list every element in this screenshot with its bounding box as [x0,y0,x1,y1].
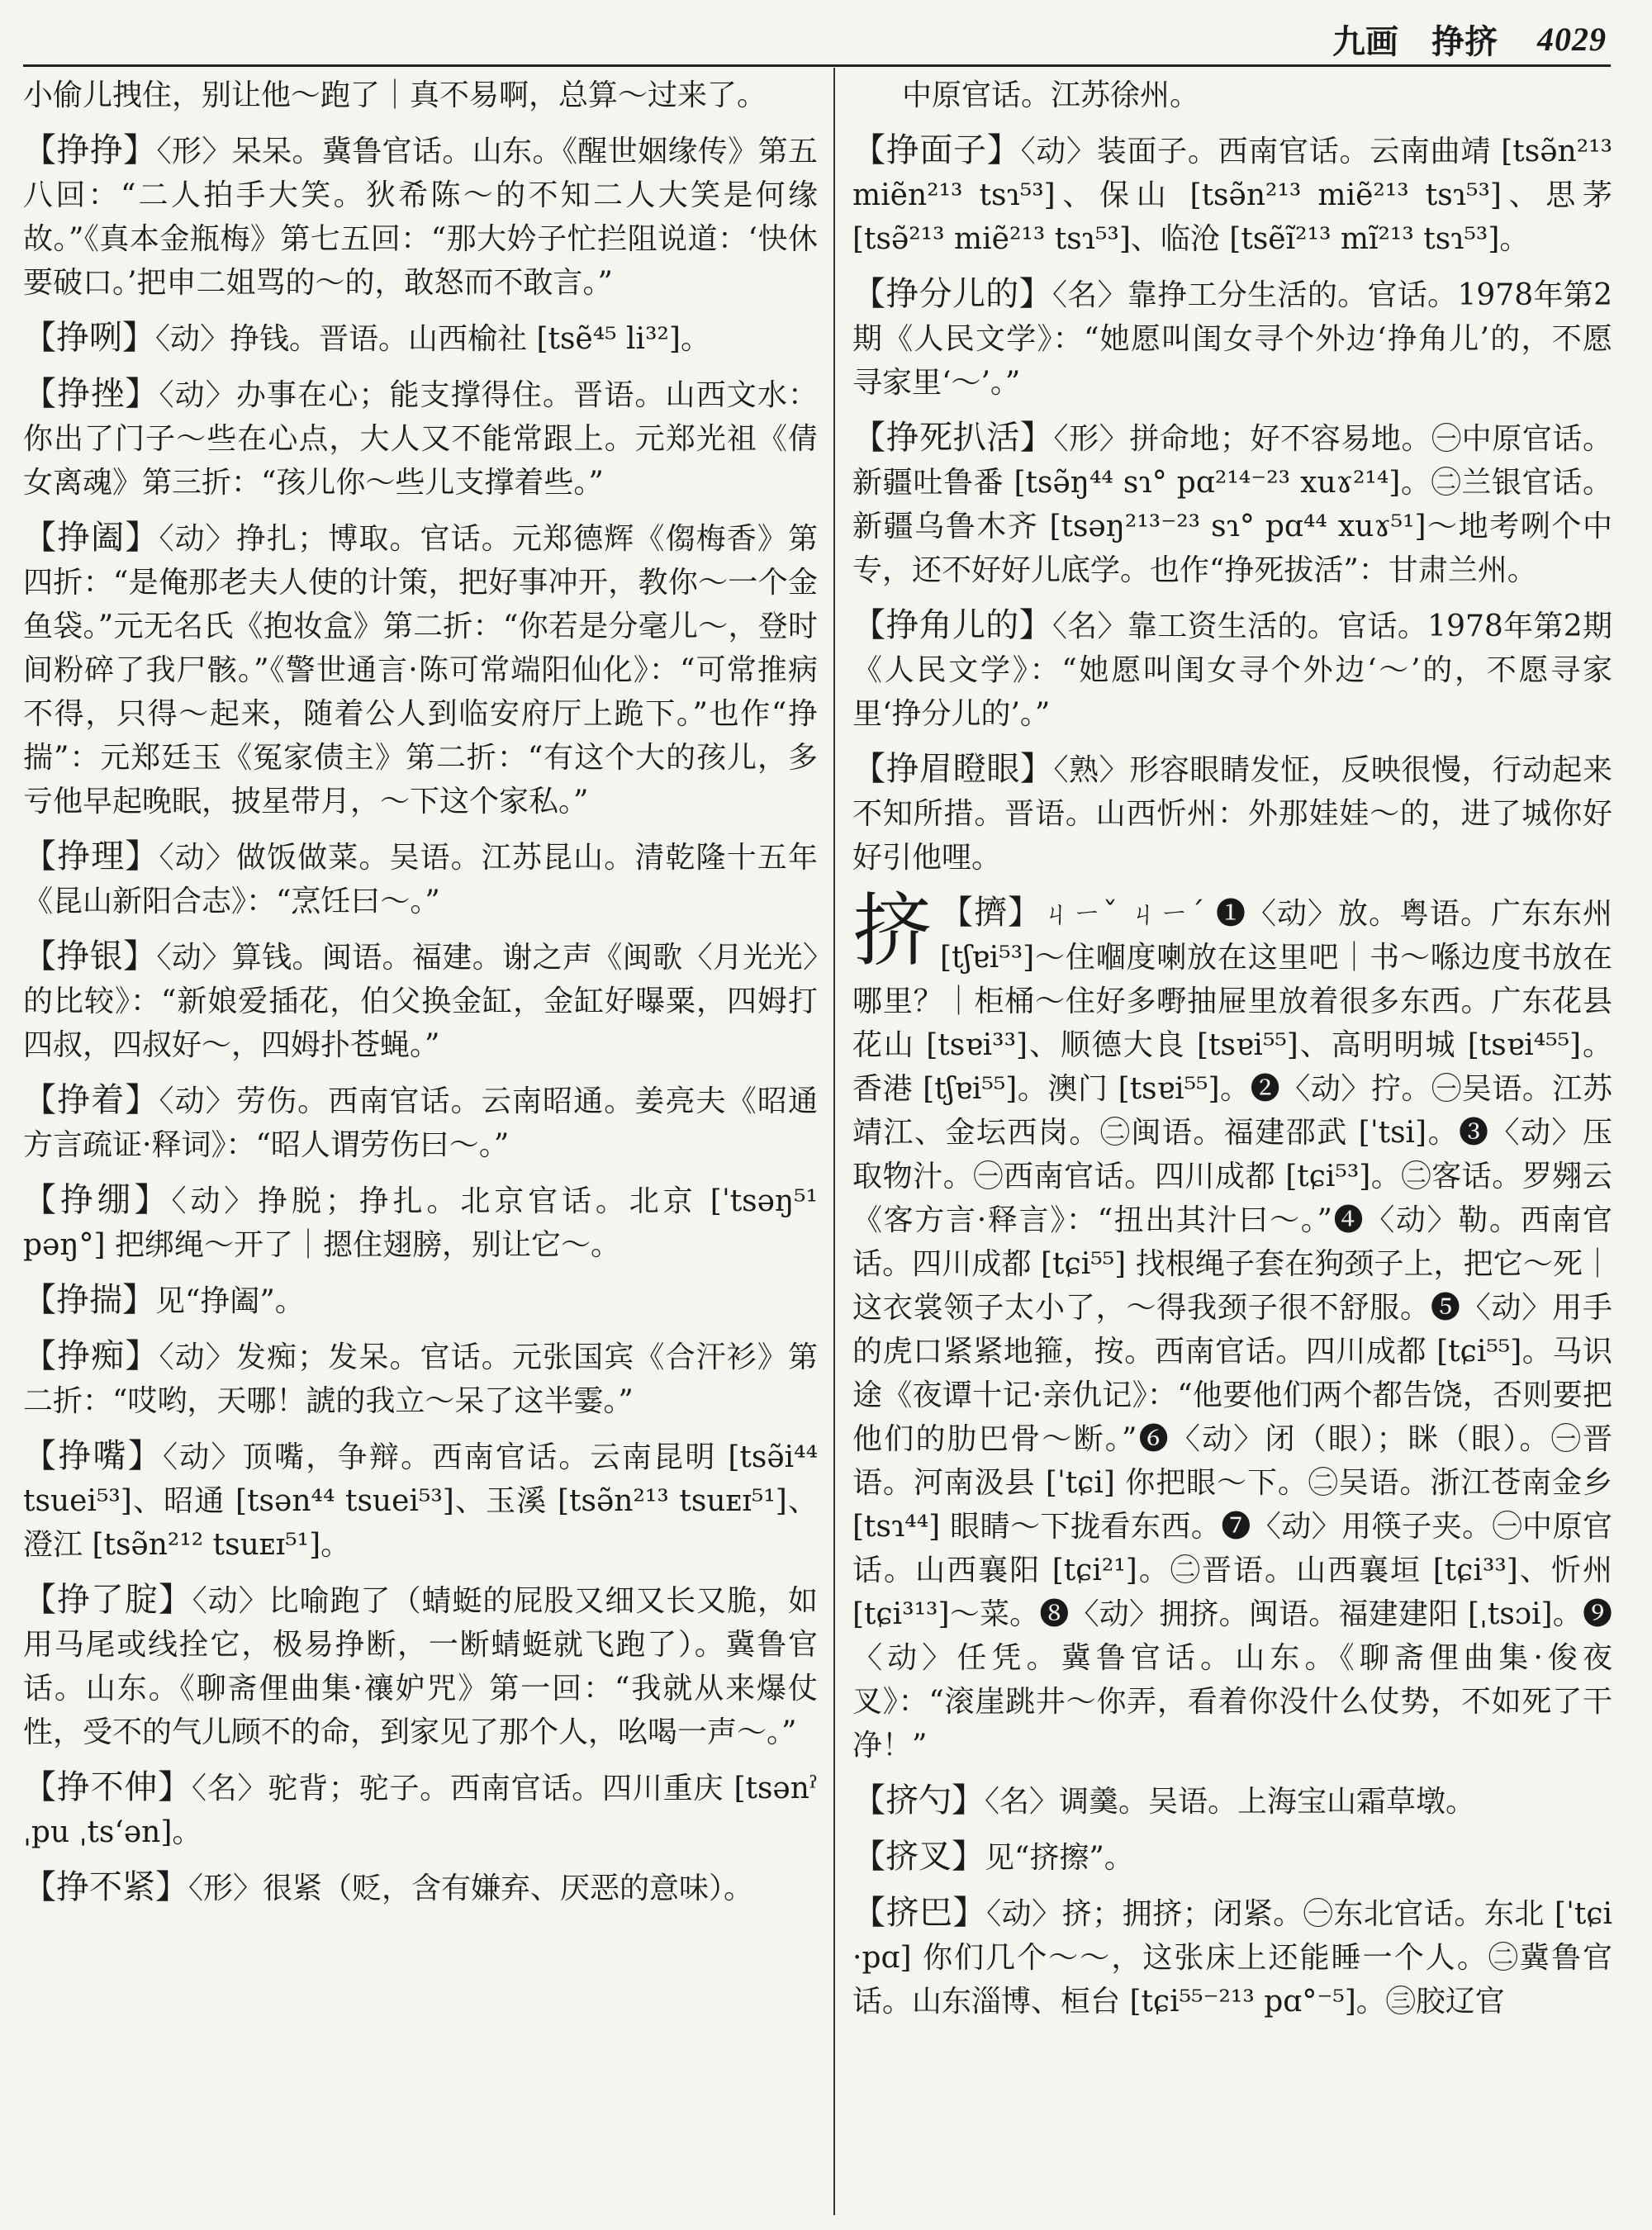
page-number: 4029 [1537,20,1607,58]
dictionary-entry [852,273,1612,405]
dictionary-entry [23,835,818,923]
section-label: 九画 [1332,21,1398,61]
dictionary-entry [23,316,818,361]
entry-definition: 中原官话。江苏徐州。 [902,78,1200,112]
entry-headword: 【挣嘴】 [23,1437,164,1475]
traditional-form: 【擠】 [940,894,1042,932]
entry-headword: 【挣着】 [23,1081,159,1119]
entry-definition: 〈名〉靠挣工分生活的。官话。1978年第2期《人民文学》：“她愿叫闺女寻个外边‘挣角儿’的，不愿寻家里‘～’。” [852,278,1612,400]
main-character-entry [852,885,1612,1767]
dictionary-entry [23,1866,818,1910]
entry-definition: 见“挤擦”。 [985,1841,1134,1875]
entry-definition: 〈动〉挤；拥挤；闭紧。㊀东北官话。东北 [ˈtɕi ·pɑ] 你们几个～～，这张床上还能睡一个人。㊁冀鲁官话。山东淄博、桓台 [tɕi⁵⁵⁻²¹³ pɑ°⁻⁵]。㊂胶辽官 [852,1897,1612,2019]
entry-definition: 见“挣阖”。 [155,1284,305,1318]
entry-headword: 【挣不紧】 [23,1868,188,1906]
entry-definition: 〈名〉调羹。吴语。上海宝山霜草墩。 [985,1785,1476,1819]
page-header [0,18,1607,59]
dictionary-entry [852,604,1612,736]
entry-definition: 〈形〉很紧（贬，含有嫌弃、厌恶的意味）。 [188,1872,754,1905]
entry-headword: 【挣挣】 [23,131,157,169]
entry-definition: 〈动〉做饭做菜。吴语。江苏昆山。清乾隆十五年《昆山新阳合志》：“烹饪曰～。” [23,841,818,918]
left-column [23,73,818,2220]
entry-definition: 〈名〉驼背；驼子。西南官话。四川重庆 [tsənˀ ˌpu ˌtsʻən]。 [23,1772,818,1849]
entry-headword: 【挣银】 [23,937,157,975]
main-character: 挤 [852,885,932,977]
entry-headword: 【挤勺】 [852,1782,985,1820]
entry-headword: 【挣绷】 [23,1181,172,1219]
dictionary-entry [852,1835,1612,1880]
dictionary-entry [23,73,818,117]
header-keywords: 挣挤 [1431,21,1498,61]
dictionary-entry [23,516,818,823]
dictionary-entry [23,1435,818,1567]
entry-headword: 【挣死扒活】 [852,419,1054,457]
entry-headword: 【挣揣】 [23,1281,155,1319]
dictionary-entry-continuation [852,73,1612,117]
dictionary-entry [23,1578,818,1754]
entry-headword: 【挣角儿的】 [852,606,1052,644]
dictionary-entry [23,1335,818,1423]
entry-headword: 【挣面子】 [852,131,1021,169]
dictionary-entry [852,1779,1612,1824]
dictionary-entry [852,747,1612,880]
entry-headword: 【挣眉瞪眼】 [852,750,1054,788]
dictionary-entry [23,935,818,1067]
entry-headword: 【挣咧】 [23,319,155,357]
dictionary-entry [23,129,818,305]
entry-definition: 小偷儿拽住，别让他～跑了｜真不易啊，总算～过来了。 [23,78,767,112]
entry-definition: 〈形〉呆呆。冀鲁官话。山东。《醒世姻缘传》第五八回：“二人拍手大笑。狄希陈～的不知二人大笑是何缘故。”《真本金瓶梅》第七五回：“那大妗子忙拦阻说道：‘快休要破口。’把申二姐骂的～的，敢怒而不敢言。” [23,135,818,300]
entry-definition: 〈动〉装面子。西南官话。云南曲靖 [tsə̃n²¹³ miẽn²¹³ tsɿ⁵³]、保山 [tsə̃n²¹³ miẽ²¹³ tsɿ⁵³]、思茅 [tsə̃²¹³ miẽ²¹³ tsɿ⁵³]、临沧 [tsẽĩ²¹³ mĩ²¹³ tsɿ⁵³]。 [852,135,1612,256]
entry-definition: 〈动〉挣扎；博取。官话。元郑德辉《㑳梅香》第四折：“是俺那老夫人使的计策，把好事冲开，教你～一个金鱼袋。”元无名氏《抱妆盒》第二折：“你若是分毫儿～，登时间粉碎了我尸骸。”《警世通言·陈可常端阳仙化》：“可常推病不得，只得～起来，随着公人到临安府厅上跪下。”也作“挣揣”：元郑廷玉《冤家债主》第二折：“有这个大的孩儿，多亏他早起晚眠，披星带月，～下这个家私。” [23,522,818,818]
entry-definition: 〈名〉靠工资生活的。官话。1978年第2期《人民文学》：“她愿叫闺女寻个外边‘～’的，不愿寻家里‘挣分儿的’。” [852,610,1612,731]
right-column [852,73,1612,2220]
dictionary-entry [23,1766,818,1854]
dictionary-entry [852,129,1612,261]
entry-definition: 〈动〉挣脱；挣扎。北京官话。北京 [ˈtsəŋ⁵¹ pəŋ°] 把绑绳～开了｜摁住翅膀，别让它～。 [23,1184,818,1262]
entry-definition: 〈熟〉形容眼睛发怔，反映很慢，行动起来不知所措。晋语。山西忻州：外那娃娃～的，进了城你好好引他哩。 [852,753,1612,875]
dictionary-entry [23,1279,818,1323]
dictionary-entry [852,416,1612,592]
dictionary-entry [23,1079,818,1167]
entry-headword: 【挣理】 [23,837,159,875]
entry-definition: 〈动〉算钱。闽语。福建。谢之声《闽歌〈月光光〉的比较》：“新娘爱插花，伯父换金缸，金缸好曝粟，四姆打四叔，四叔好～，四姆扑苍蝇。” [23,941,818,1062]
entry-headword: 【挤叉】 [852,1838,985,1876]
entry-headword: 【挣痴】 [23,1337,159,1375]
entry-headword: 【挤巴】 [852,1894,987,1932]
entry-headword: 【挣不伸】 [23,1768,192,1806]
entry-definition: 〈动〉发痴；发呆。官话。元张国宾《合汗衫》第二折：“哎哟，天哪！諕的我立～呆了这半霎。” [23,1340,818,1418]
entry-definition: 〈形〉拼命地；好不容易地。㊀中原官话。新疆吐鲁番 [tsə̃ŋ⁴⁴ sɿ° pɑ²¹⁴⁻²³ xuɤ²¹⁴]。㊁兰银官话。新疆乌鲁木齐 [tsəŋ²¹³⁻²³ sɿ° pɑ⁴⁴ xuɤ⁵¹]～地考咧个中专，还不好好儿底学。也作“挣死拔活”：甘肃兰州。 [852,422,1612,587]
entry-headword: 【挣挫】 [23,375,159,413]
entry-definition: 〈动〉劳伤。西南官话。云南昭通。姜亮夫《昭通方言疏证·释词》：“昭人谓劳伤曰～。” [23,1084,818,1162]
entry-definition: 〈动〉顶嘴，争辩。西南官话。云南昆明 [tsə̃i⁴⁴ tsuei⁵³]、昭通 [tsən⁴⁴ tsuei⁵³]、玉溪 [tsə̃n²¹³ tsuᴇɪ⁵¹]、澄江 [tsə̃n²¹² tsuᴇɪ⁵¹]。 [23,1440,818,1562]
column-divider [833,68,835,2215]
entry-definition: ㄐㄧˇ ㄐㄧˊ ❶〈动〉放。粤语。广东东州 [tʃɐi⁵³]～住嗰度喇放在这里吧｜书～喺边度书放在哪里？｜柜桶～住好多嘢抽屉里放着很多东西。广东花县花山 [tsɐi³³]、顺德大良 [tsɐi⁵⁵]、高明明城 [tsɐi⁴⁵⁵]。香港 [tʃɐi⁵⁵]。澳门 [tsɐi⁵⁵]。❷〈动〉拧。㊀吴语。江苏靖江、金坛西岗。㊁闽语。福建邵武 [ˈtsi]。❸〈动〉压取物汁。㊀西南官话。四川成都 [tɕi⁵³]。㊁客话。罗翙云《客方言·释言》：“扭出其汁曰～。”❹〈动〉勒。西南官话。四川成都 [tɕi⁵⁵] 找根绳子套在狗颈子上，把它～死｜这衣裳领子太小了，～得我颈子很不舒服。❺〈动〉用手的虎口紧紧地箍，按。西南官话。四川成都 [tɕi⁵⁵]。马识途《夜谭十记·亲仇记》：“他要他们两个都告饶，否则要把他们的肋巴骨～断。”❻〈动〉闭（眼）；眯（眼）。㊀晋语。河南汲县 [ˈtɕi] 你把眼～下。㊁吴语。浙江苍南金乡 [tsɿ⁴⁴] 眼睛～下拢看东西。❼〈动〉用筷子夹。㊀中原官话。山西襄阳 [tɕi²¹]。㊁晋语。山西襄垣 [tɕi³³]、忻州 [tɕi³¹³]～菜。❽〈动〉拥挤。闽语。福建建阳 [ˌtsɔi]。❾〈动〉任凭。冀鲁官话。山东。《聊斋俚曲集·俊夜叉》：“滚崖跳井～你弄，看着你没什么仗势，不如死了干净！” [852,897,1612,1763]
dictionary-entry [23,1179,818,1267]
entry-definition: 〈动〉比喻跑了（蜻蜓的屁股又细又长又脆，如用马尾或线拴它，极易挣断，一断蜻蜓就飞跑了）。冀鲁官话。山东。《聊斋俚曲集·禳妒咒》第一回：“我就从来爆仗性，受不的气儿顾不的命，到家见了那个人，吆喝一声～。” [23,1584,818,1749]
entry-definition: 〈动〉办事在心；能支撑得住。晋语。山西文水：你出了门子～些在心点，大人又不能常跟上。元郑光祖《倩女离魂》第三折：“孩儿你～些儿支撑着些。” [23,378,818,500]
entry-headword: 【挣阖】 [23,519,159,557]
dictionary-entry [23,372,818,505]
entry-definition: 〈动〉挣钱。晋语。山西榆社 [tsẽ⁴⁵ li³²]。 [155,322,710,356]
entry-headword: 【挣了腚】 [23,1581,192,1619]
dictionary-entry [852,1891,1612,2024]
header-rule [23,64,1611,67]
entry-headword: 【挣分儿的】 [852,275,1052,313]
